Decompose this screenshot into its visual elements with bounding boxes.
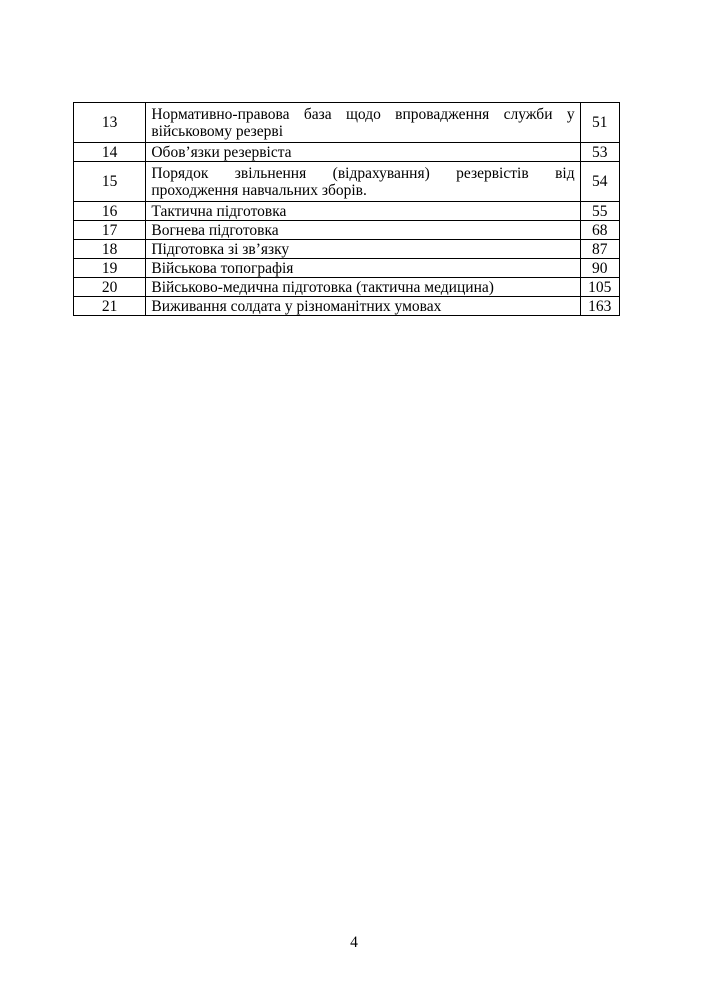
table-row xyxy=(74,240,620,259)
row-number: 14 xyxy=(74,143,146,162)
row-number: 15 xyxy=(74,162,146,202)
table-of-contents xyxy=(73,102,620,316)
row-number: 16 xyxy=(74,202,146,221)
table-row xyxy=(74,221,620,240)
row-page: 68 xyxy=(580,221,619,240)
row-title: Тактична підготовка xyxy=(146,202,580,221)
row-title: Військова топографія xyxy=(146,259,580,278)
row-title: Вогнева підготовка xyxy=(146,221,580,240)
row-title: Військово-медична підготовка (тактична медицина) xyxy=(146,278,580,297)
row-page: 53 xyxy=(580,143,619,162)
table-row xyxy=(74,259,620,278)
row-title: Порядок звільнення (відрахування) резервістів від проходження навчальних зборів. xyxy=(146,162,580,202)
table-row xyxy=(74,143,620,162)
table-row xyxy=(74,297,620,316)
row-number: 19 xyxy=(74,259,146,278)
row-number: 21 xyxy=(74,297,146,316)
row-page: 55 xyxy=(580,202,619,221)
row-page: 54 xyxy=(580,162,619,202)
row-number: 13 xyxy=(74,103,146,143)
row-page: 105 xyxy=(580,278,619,297)
row-page: 51 xyxy=(580,103,619,143)
row-number: 20 xyxy=(74,278,146,297)
table-row xyxy=(74,162,620,202)
page-number: 4 xyxy=(350,934,358,951)
table-row xyxy=(74,278,620,297)
table-row xyxy=(74,103,620,143)
row-page: 87 xyxy=(580,240,619,259)
row-number: 18 xyxy=(74,240,146,259)
row-title: Нормативно-правова база щодо впровадження служби у військовому резерві xyxy=(146,103,580,143)
table-row xyxy=(74,202,620,221)
row-number: 17 xyxy=(74,221,146,240)
row-title: Обов’язки резервіста xyxy=(146,143,580,162)
row-title: Виживання солдата у різноманітних умовах xyxy=(146,297,580,316)
row-page: 90 xyxy=(580,259,619,278)
row-title: Підготовка зі зв’язку xyxy=(146,240,580,259)
row-page: 163 xyxy=(580,297,619,316)
